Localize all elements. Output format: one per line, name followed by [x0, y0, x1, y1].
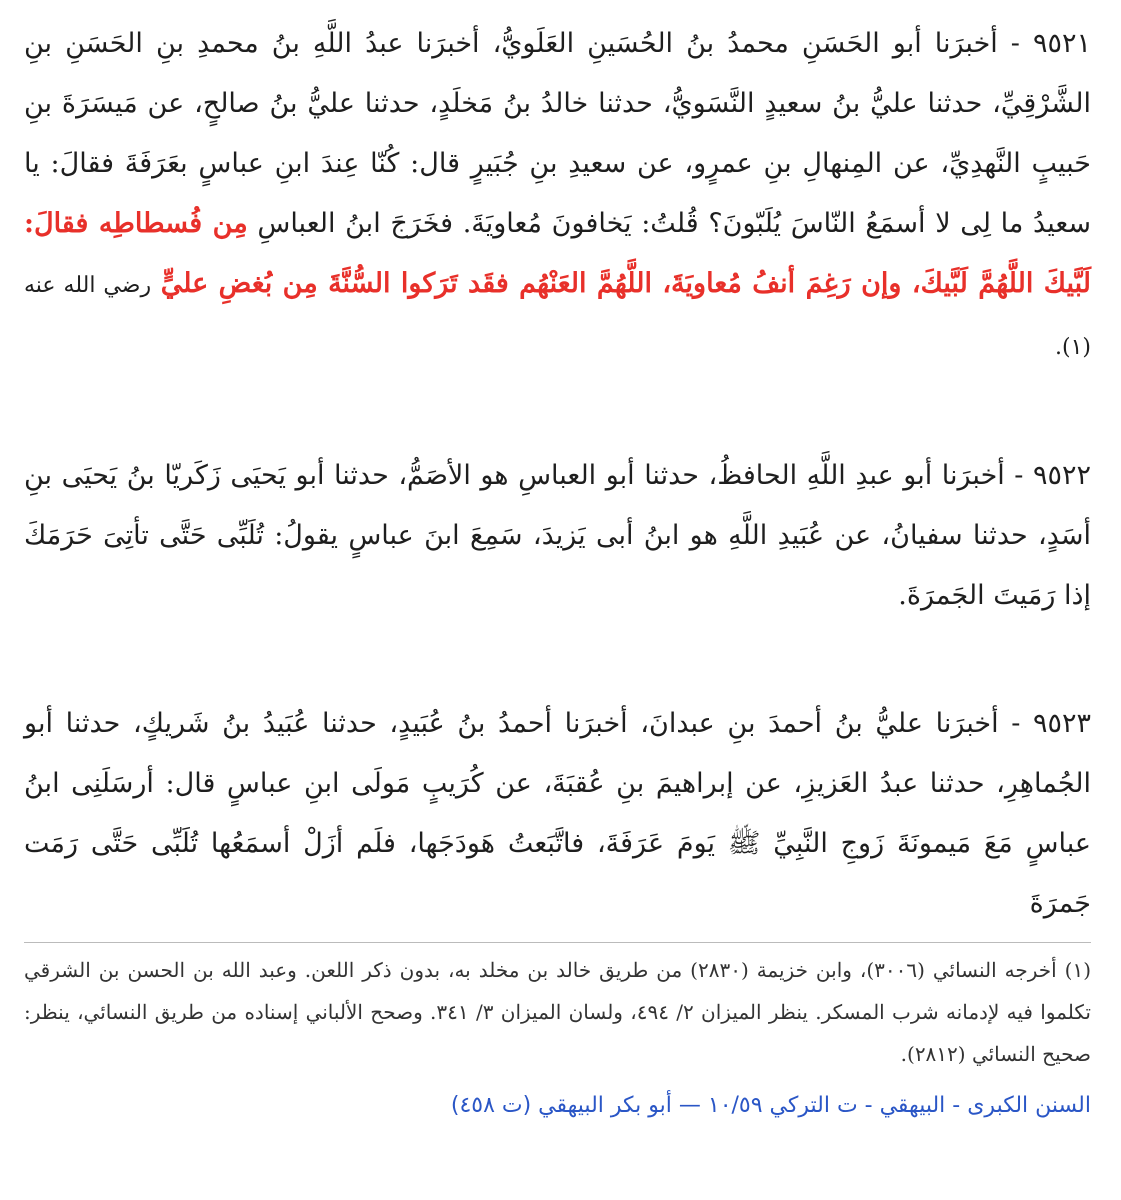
hadith-number: ٩٥٢١ — [1032, 28, 1091, 59]
hadith-9522 — [24, 446, 1091, 626]
source-citation-link[interactable]: السنن الكبرى - البيهقي - ت التركي ١٠/٥٩ — أبو بكر البيهقي (ت ٤٥٨) — [450, 1093, 1091, 1118]
hadith-text: - أخبرَنا أبو الحَسَنِ محمدُ بنُ الحُسَينِ العَلَويُّ، أخبرَنا عبدُ اللَّهِ بنُ محمدِ بنِ الحَسَنِ بنِ الشَّرْقِيِّ، حدثنا عليُّ بنُ سعيدٍ النَّسَويُّ، حدثنا خالدُ بنُ مَخلَدٍ، حدثنا عليُّ بنُ صالحٍ، عن مَيسَرَةَ بنِ حَبيبٍ النَّهدِيِّ، عن المِنهالِ بنِ عمرٍو، عن سعيدِ بنِ جُبَيرٍ قال: كُنّا عِندَ ابنِ عباسٍ بعَرَفَةَ فقالَ: يا سعيدُ ما لِى لا أسمَعُ النّاسَ يُلَبّونَ؟ قُلتُ: يَخافونَ مُعاويَةَ. فخَرَجَ ابنُ العباسِ — [24, 28, 1091, 239]
hadith-9521 — [24, 14, 1091, 378]
hadith-number: ٩٥٢٢ — [1032, 460, 1091, 491]
footnote-divider — [24, 942, 1091, 943]
hadith-text: - أخبرَنا عليُّ بنُ أحمدَ بنِ عبدانَ، أخبرَنا أحمدُ بنُ عُبَيدٍ، حدثنا عُبَيدُ بنُ شَريكٍ، حدثنا أبو الجُماهِرِ، حدثنا عبدُ العَزيزِ، عن إبراهيمَ بنِ عُقبَةَ، عن كُرَيبٍ مَولَى ابنِ عباسٍ قال: أرسَلَنِى ابنُ عباسٍ مَعَ مَيمونَةَ زَوجِ النَّبِيِّ ﷺ يَومَ عَرَفَةَ، فاتَّبَعتُ هَودَجَها، فلَم أزَلْ أسمَعُها تُلَبِّى حَتَّى رَمَت جَمرَةَ — [24, 708, 1091, 919]
highlighted-text: مِن فُسطاطِه فقالَ: لَبَّيكَ اللَّهُمَّ لَبَّيكَ، وإن رَغِمَ أنفُ مُعاويَةَ، اللَّهُمَّ العَنْهُم فقَد تَرَكوا السُّنَّةَ مِن بُغضِ عليٍّ — [24, 208, 1092, 299]
footnote: (١) أخرجه النسائي (٣٠٠٦)، وابن خزيمة (٢٨٣٠) من طريق خالد بن مخلد به، بدون ذكر اللعن. وعبد الله بن الحسن بن الشرقي تكلموا فيه لإدمانه شرب المسكر. ينظر الميزان ٢/ ٤٩٤، ولسان الميزان ٣/ ٣٤١. وصحح الألباني إسناده من طريق النسائي، ينظر: صحيح النسائي (٢٨١٢). — [24, 958, 1092, 1066]
honorific-and-footnote-ref: رضي الله عنه (١). — [24, 273, 1091, 360]
page-content — [24, 14, 1091, 1118]
hadith-number: ٩٥٢٣ — [1032, 708, 1091, 739]
hadith-text: - أخبرَنا أبو عبدِ اللَّهِ الحافظُ، حدثنا أبو العباسِ هو الأصَمُّ، حدثنا أبو يَحيَى زَكَريّا بنُ يَحيَى بنِ أسَدٍ، حدثنا سفيانُ، عن عُبَيدِ اللَّهِ هو ابنُ أبى يَزيدَ، سَمِعَ ابنَ عباسٍ يقولُ: تُلَبِّى حَتَّى تأتِىَ حَرَمَكَ إذا رَمَيتَ الجَمرَةَ. — [24, 460, 1091, 611]
hadith-9523 — [24, 694, 1091, 934]
